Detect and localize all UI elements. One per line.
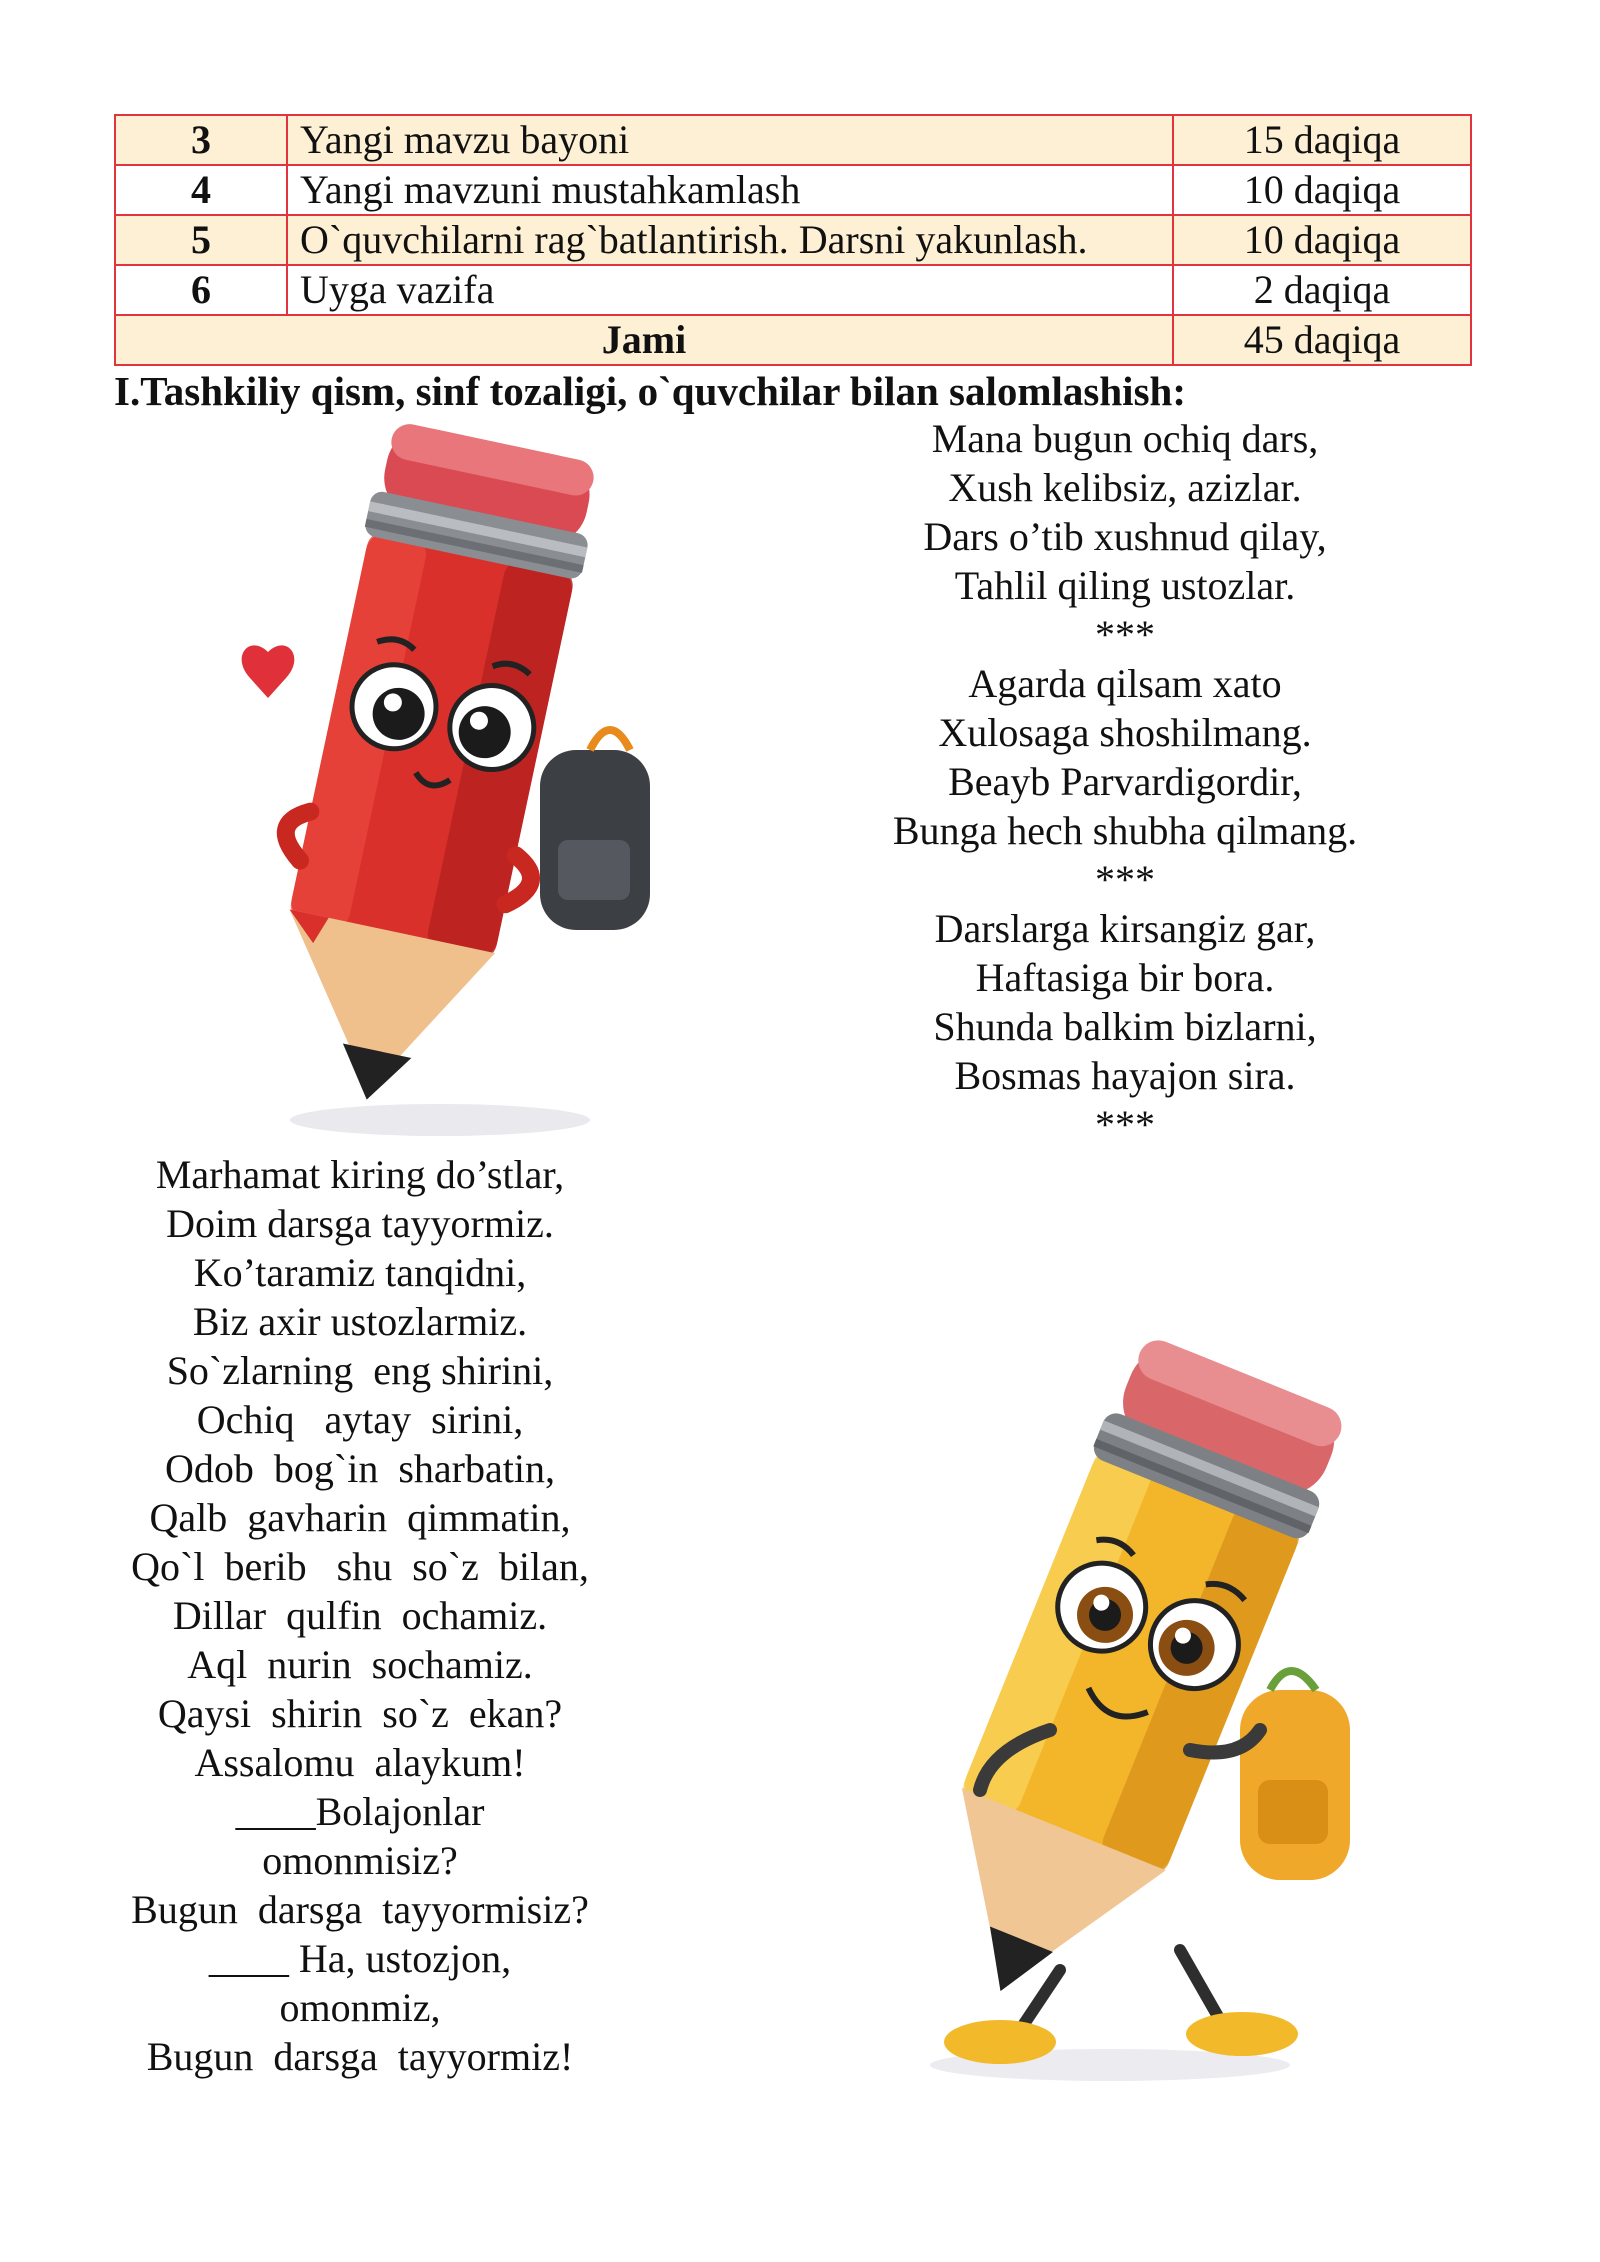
row-time: 10 daqiqa xyxy=(1173,215,1471,265)
shoe-icon xyxy=(944,2020,1056,2064)
poem-line: Bugun darsga tayyormiz! xyxy=(146,2034,574,2079)
poem-line: ____ Ha, ustozjon, xyxy=(208,1936,512,1981)
poem-line: Ochiq aytay sirini, xyxy=(196,1397,524,1442)
red-pencil-shadow xyxy=(290,1104,590,1136)
poem-line: Bunga hech shubha qilmang. xyxy=(892,808,1358,853)
poem-line: ____Bolajonlar xyxy=(235,1789,485,1834)
poem-line: Qaysi shirin so`z ekan? xyxy=(157,1691,563,1736)
poem-line: Qo`l berib shu so`z bilan, xyxy=(131,1544,589,1589)
red-pencil-illustration xyxy=(210,420,690,1150)
poem-line: Marhamat kiring do’stlar, xyxy=(155,1152,565,1197)
total-label: Jami xyxy=(115,315,1173,365)
total-time: 45 daqiqa xyxy=(1173,315,1471,365)
poem-line: Biz axir ustozlarmiz. xyxy=(192,1299,528,1344)
row-number: 5 xyxy=(115,215,287,265)
table-row xyxy=(115,115,1471,165)
yellow-pencil-illustration xyxy=(860,1330,1380,2090)
row-number: 3 xyxy=(115,115,287,165)
poem-line: Doim darsga tayyormiz. xyxy=(166,1201,554,1246)
poem-line: Mana bugun ochiq dars, xyxy=(931,416,1319,461)
poem-line: So`zlarning eng shirini, xyxy=(166,1348,554,1393)
poem-line: Beayb Parvardigordir, xyxy=(948,759,1302,804)
poem-line: Xulosaga shoshilmang. xyxy=(938,710,1312,755)
table-row xyxy=(115,165,1471,215)
poem-line: Agarda qilsam xato xyxy=(968,661,1282,706)
stanza-separator: *** xyxy=(1095,857,1155,902)
row-number: 6 xyxy=(115,265,287,315)
stanza-separator: *** xyxy=(1095,612,1155,657)
row-step: Yangi mavzuni mustahkamlash xyxy=(287,165,1173,215)
section-heading: I.Tashkiliy qism, sinf tozaligi, o`quvchilar bilan salomlashish: xyxy=(114,368,1186,414)
row-time: 2 daqiqa xyxy=(1173,265,1471,315)
poem-left xyxy=(100,1150,620,2081)
row-time: 15 daqiqa xyxy=(1173,115,1471,165)
poem-line: Qalb gavharin qimmatin, xyxy=(149,1495,571,1540)
poem-line: omonmisiz? xyxy=(262,1838,458,1883)
poem-line: Dars o’tib xushnud qilay, xyxy=(923,514,1327,559)
poem-line: Bosmas hayajon sira. xyxy=(954,1053,1296,1098)
poem-line: Odob bog`in sharbatin, xyxy=(165,1446,555,1491)
table-total-row xyxy=(115,315,1471,365)
poem-line: Ko’taramiz tanqidni, xyxy=(193,1250,527,1295)
row-step: O`quvchilarni rag`batlantirish. Darsni yakunlash. xyxy=(287,215,1173,265)
poem-line: Tahlil qiling ustozlar. xyxy=(954,563,1296,608)
poem-line: Haftasiga bir bora. xyxy=(975,955,1275,1000)
lesson-plan-table xyxy=(114,114,1472,366)
table-row xyxy=(115,215,1471,265)
stanza-separator: *** xyxy=(1095,1102,1155,1147)
poem-line: Aql nurin sochamiz. xyxy=(187,1642,533,1687)
table-row xyxy=(115,265,1471,315)
poem-line: omonmiz, xyxy=(279,1985,441,2030)
poem-line: Shunda balkim bizlarni, xyxy=(933,1004,1317,1049)
poem-line: Dillar qulfin ochamiz. xyxy=(172,1593,548,1638)
row-time: 10 daqiqa xyxy=(1173,165,1471,215)
poem-right xyxy=(860,414,1390,1149)
heart-icon xyxy=(242,645,295,698)
row-step: Yangi mavzu bayoni xyxy=(287,115,1173,165)
row-number: 4 xyxy=(115,165,287,215)
poem-line: Bugun darsga tayyormisiz? xyxy=(131,1887,589,1932)
shoe-icon xyxy=(1186,2012,1298,2056)
poem-line: Darslarga kirsangiz gar, xyxy=(934,906,1316,951)
poem-line: Assalomu alaykum! xyxy=(194,1740,526,1785)
poem-line: Xush kelibsiz, azizlar. xyxy=(948,465,1302,510)
row-step: Uyga vazifa xyxy=(287,265,1173,315)
